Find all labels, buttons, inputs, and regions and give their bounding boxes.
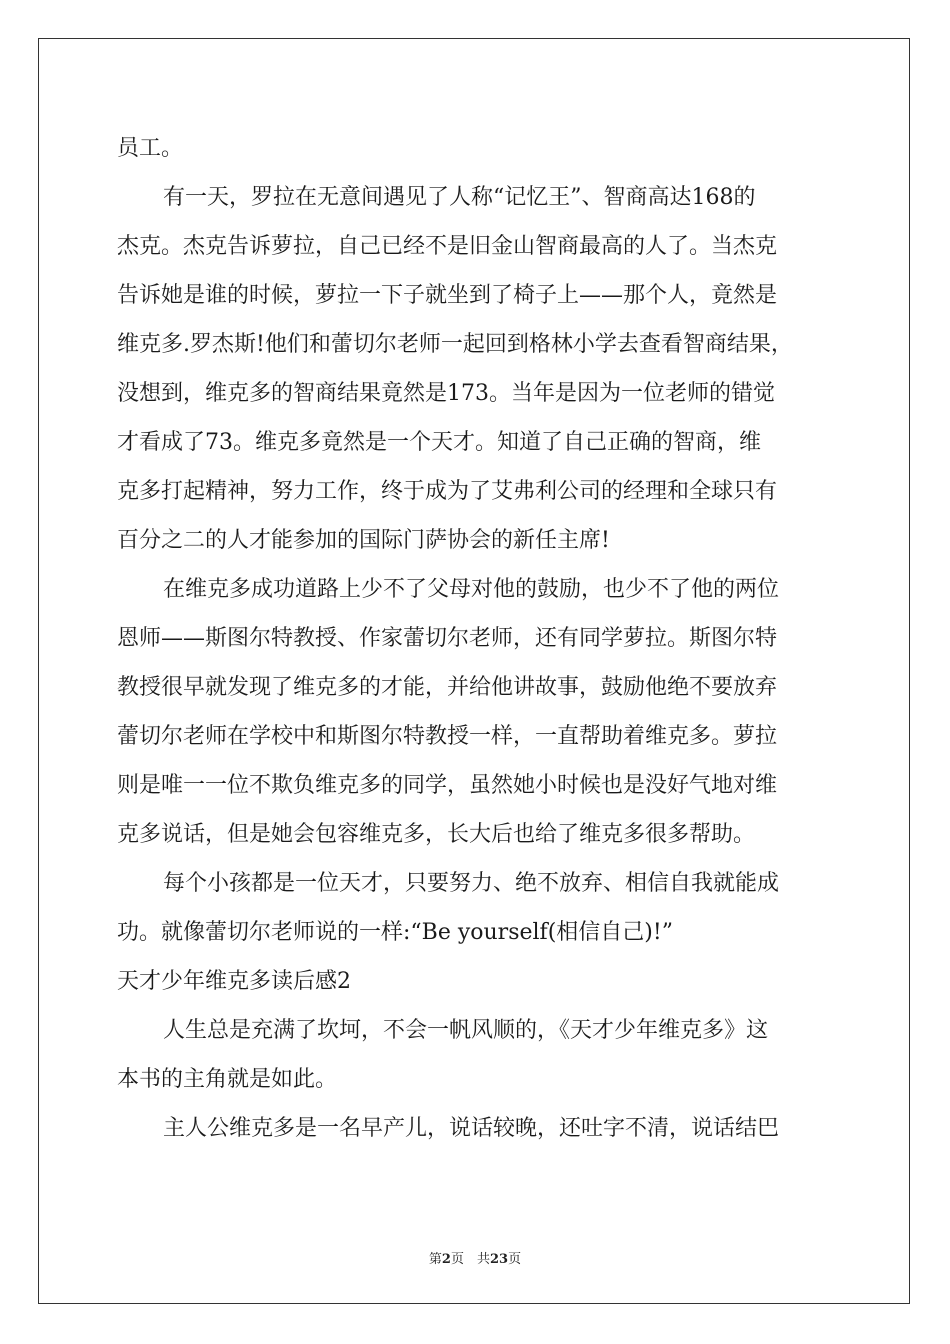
current-page-number: 2 [441, 1252, 451, 1267]
text-line: 功。就像蕾切尔老师说的一样:“Be yourself(相信自己)!” [117, 920, 673, 945]
text-line: 恩师——斯图尔特教授、作家蕾切尔老师，还有同学萝拉。斯图尔特 [117, 626, 778, 651]
text-line: 则是唯一一位不欺负维克多的同学，虽然她小时候也是没好气地对维 [117, 773, 778, 798]
text-line: 百分之二的人才能参加的国际门萨协会的新任主席! [117, 528, 610, 553]
text-line: 告诉她是谁的时候，萝拉一下子就坐到了椅子上——那个人，竟然是 [117, 283, 778, 308]
footer-prefix: 第 [428, 1252, 442, 1267]
text-line: 蕾切尔老师在学校中和斯图尔特教授一样，一直帮助着维克多。萝拉 [117, 724, 778, 749]
text-line: 杰克。杰克告诉萝拉，自己已经不是旧金山智商最高的人了。当杰克 [117, 234, 778, 259]
text-line: 教授很早就发现了维克多的才能，并给他讲故事，鼓励他绝不要放弃 [117, 675, 778, 700]
text-line: 主人公维克多是一名早产儿，说话较晚，还吐字不清，说话结巴 [163, 1116, 780, 1141]
section-heading: 天才少年维克多读后感2 [117, 969, 351, 994]
text-line: 才看成了73。维克多竟然是一个天才。知道了自己正确的智商，维 [117, 430, 761, 455]
page-number-footer [0, 1248, 950, 1267]
text-line: 本书的主角就是如此。 [117, 1067, 338, 1092]
text-line: 克多打起精神，努力工作，终于成为了艾弗利公司的经理和全球只有 [117, 479, 778, 504]
footer-suffix: 页 [508, 1252, 522, 1267]
text-line: 每个小孩都是一位天才，只要努力、绝不放弃、相信自我就能成 [163, 871, 780, 896]
footer-mid: 页 共 [450, 1252, 490, 1267]
text-line: 维克多.罗杰斯!他们和蕾切尔老师一起回到格林小学去查看智商结果， [117, 332, 793, 357]
total-page-count: 23 [489, 1252, 509, 1267]
text-line: 没想到，维克多的智商结果竟然是173。当年是因为一位老师的错觉 [117, 381, 775, 406]
text-line: 在维克多成功道路上少不了父母对他的鼓励，也少不了他的两位 [163, 577, 780, 602]
text-line: 员工。 [117, 136, 184, 161]
document-body [117, 124, 833, 1153]
text-line: 有一天，罗拉在无意间遇见了人称“记忆王”、智商高达168的 [163, 185, 756, 210]
text-line: 人生总是充满了坎坷，不会一帆风顺的，《天才少年维克多》这 [163, 1018, 769, 1043]
text-line: 克多说话，但是她会包容维克多，长大后也给了维克多很多帮助。 [117, 822, 756, 847]
